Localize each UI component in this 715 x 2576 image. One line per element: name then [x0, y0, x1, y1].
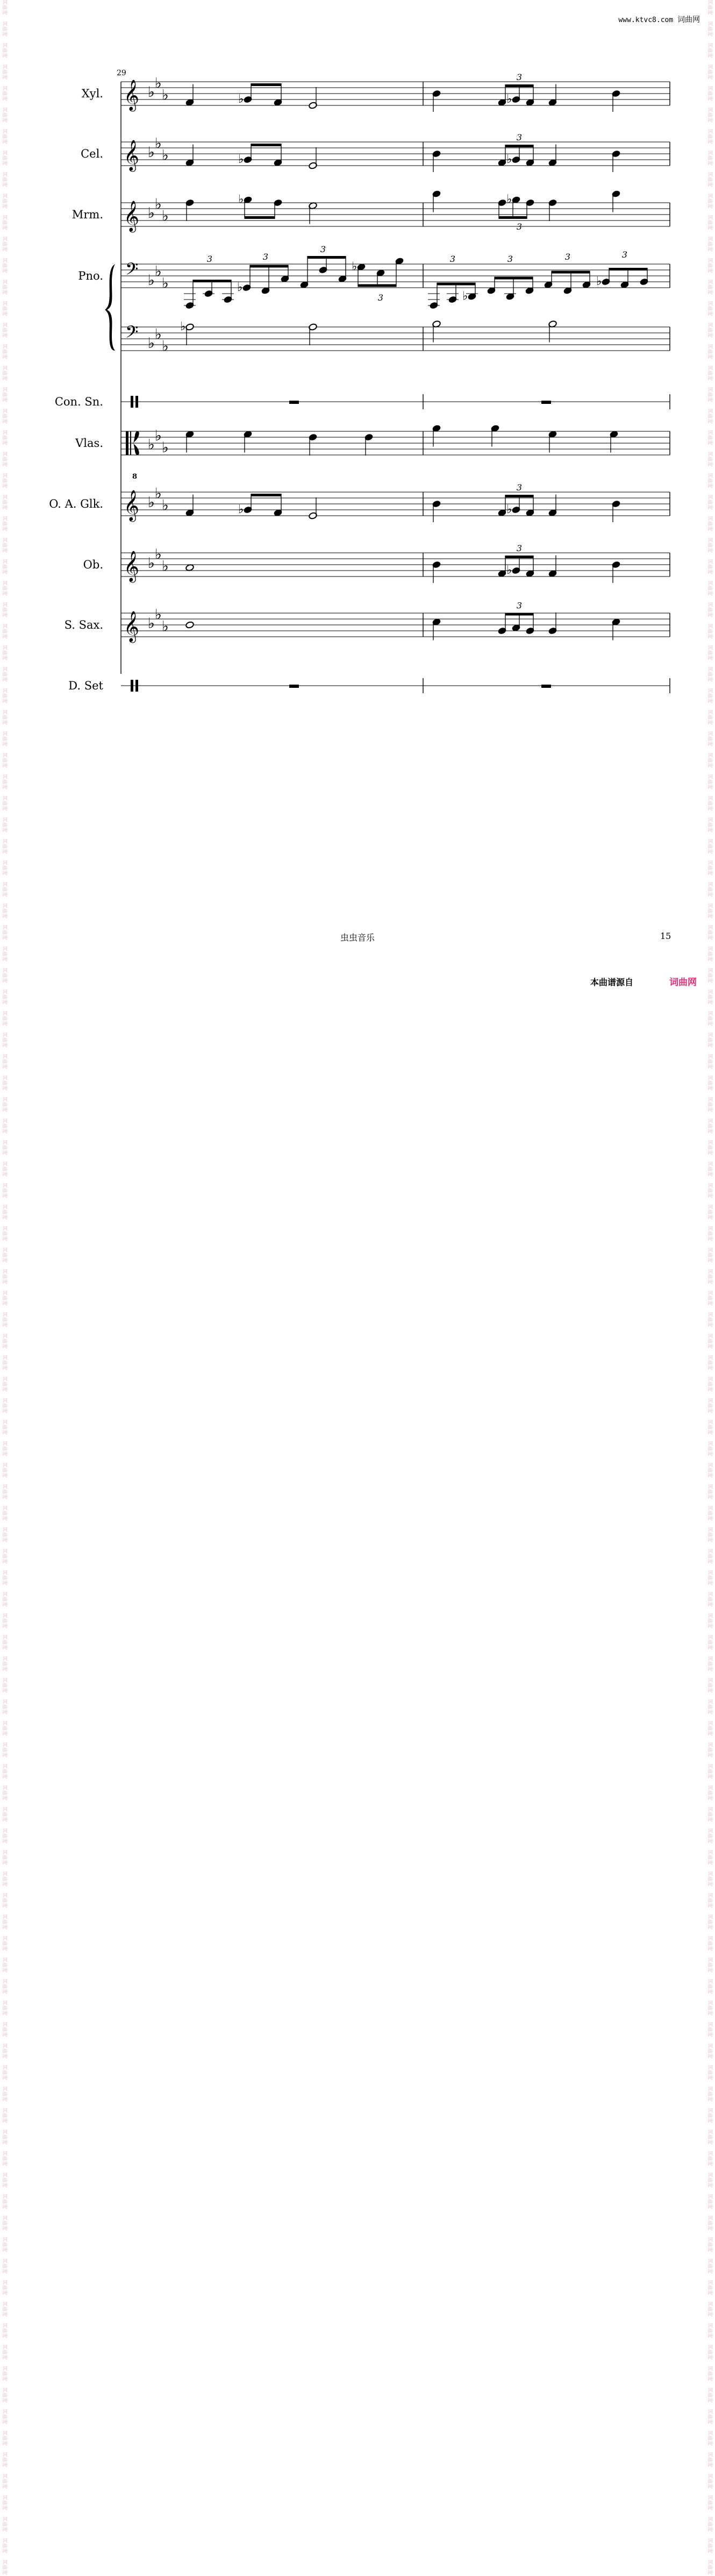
- whole-rest: [289, 401, 299, 404]
- tuplet-number: 3: [516, 222, 523, 232]
- accidental-flat-icon: ♭: [506, 503, 512, 516]
- accidental-flat-icon: ♭: [238, 153, 244, 166]
- tuplet-number: 3: [507, 254, 513, 264]
- key-flat-icon: ♭: [148, 272, 155, 289]
- instrument-name: Xyl.: [81, 87, 103, 100]
- key-flat-icon: ♭: [162, 87, 169, 104]
- staff-cel: [81, 136, 670, 172]
- beam: [251, 494, 281, 496]
- key-flat-icon: ♭: [148, 615, 155, 632]
- tuplet-number: 3: [516, 482, 523, 493]
- bass-clef-icon: 𝄢: [125, 259, 139, 283]
- alto-clef-icon: [126, 431, 128, 455]
- staff-con-sn: [55, 394, 670, 409]
- key-flat-icon: ♭: [148, 494, 155, 511]
- instrument-name: Con. Sn.: [54, 395, 103, 408]
- notes-oboe: [185, 543, 621, 583]
- percussion-clef-icon: [135, 396, 138, 408]
- key-flat-icon: ♭: [148, 205, 155, 222]
- beam: [250, 265, 288, 268]
- accidental-flat-icon: ♭: [506, 153, 512, 166]
- tuplet-number: 3: [206, 254, 213, 264]
- key-flat-icon: ♭: [155, 196, 162, 213]
- beam: [609, 268, 647, 271]
- accidental-flat-icon: ♭: [352, 260, 358, 274]
- key-flat-icon: ♭: [148, 436, 155, 453]
- accidental-flat-icon: ♭: [596, 275, 602, 288]
- brand-logo-text: 词曲网: [669, 977, 697, 988]
- key-flat-icon: ♭: [148, 555, 155, 572]
- notes-marimba: [185, 190, 621, 232]
- beam: [505, 495, 533, 497]
- accidental-flat-icon: ♭: [237, 281, 243, 294]
- staff-ob: [83, 546, 670, 583]
- tuplet-number: 3: [449, 254, 456, 264]
- key-flat-icon: ♭: [155, 263, 162, 280]
- treble-clef-icon: 𝄞: [124, 490, 139, 521]
- tuplet-number: 3: [377, 293, 384, 303]
- notes-violas: [185, 424, 619, 456]
- note-layer: [180, 72, 648, 688]
- accidental-flat-icon: ♭: [506, 564, 512, 577]
- treble-clef-icon: 𝄞: [124, 140, 139, 170]
- beam: [505, 613, 533, 616]
- accidental-flat-icon: ♭: [506, 92, 512, 106]
- key-flat-icon: ♭: [148, 144, 155, 161]
- tuplet-number: 3: [621, 250, 628, 260]
- accidental-flat-icon: ♭: [238, 92, 244, 106]
- notes-drum-set: [541, 685, 551, 688]
- beam: [251, 83, 281, 86]
- beam: [193, 280, 231, 282]
- treble-clef-icon: 𝄞: [124, 80, 139, 110]
- instrument-name: Pno.: [78, 269, 103, 282]
- instrument-name: D. Set: [68, 679, 103, 692]
- publisher-footer: 虫虫音乐: [340, 933, 375, 943]
- accidental-flat-icon: ♭: [506, 193, 512, 207]
- key-flat-icon: ♭: [155, 546, 162, 563]
- staff-layer: [49, 75, 670, 694]
- accidental-flat-icon: ♭: [180, 320, 186, 333]
- key-flat-icon: ♭: [155, 135, 162, 152]
- key-flat-icon: ♭: [162, 558, 169, 575]
- beam: [505, 556, 533, 558]
- page-number: 15: [660, 931, 671, 941]
- percussion-clef-icon: [131, 680, 133, 692]
- whole-rest: [541, 685, 551, 688]
- instrument-name: Ob.: [83, 558, 103, 571]
- accidental-flat-icon: ♭: [238, 193, 244, 207]
- key-flat-icon: ♭: [162, 497, 169, 514]
- key-flat-icon: ♭: [155, 326, 162, 343]
- alto-clef-icon: [130, 431, 131, 455]
- key-flat-icon: ♭: [155, 75, 162, 92]
- key-flat-icon: ♭: [162, 208, 169, 225]
- tuplet-number: 3: [320, 244, 326, 254]
- instrument-name: Cel.: [81, 147, 103, 160]
- staff-ssax: [65, 607, 670, 643]
- tuplet-number: 3: [262, 252, 269, 262]
- beam: [495, 277, 533, 280]
- staff-mrm: [72, 196, 670, 233]
- staff-vlas: [75, 428, 670, 456]
- staff-pno-lower: [121, 322, 670, 355]
- notes-con-sn: [541, 401, 551, 404]
- beam: [499, 216, 527, 219]
- clef-octave-mark: 8: [132, 473, 138, 481]
- notehead: [185, 564, 195, 571]
- notes-melody: [185, 132, 621, 172]
- tuplet-number: 3: [516, 543, 523, 553]
- notehead: [185, 621, 195, 629]
- tuplet-number: 3: [516, 132, 523, 143]
- staff-xyl: [82, 75, 670, 112]
- notes-piano-upper: [184, 244, 648, 309]
- beam: [308, 256, 346, 259]
- instrument-name: Mrm.: [72, 208, 103, 221]
- notes-con-sn: [289, 401, 299, 404]
- key-flat-icon: ♭: [162, 338, 169, 355]
- notes-soprano-sax: [185, 601, 621, 641]
- whole-rest: [541, 401, 551, 404]
- notes-melody: [185, 482, 621, 522]
- accidental-flat-icon: ♭: [238, 503, 244, 516]
- bass-clef-icon: 𝄢: [125, 322, 139, 346]
- source-note: 本曲谱源自: [590, 977, 634, 987]
- key-flat-icon: ♭: [155, 485, 162, 502]
- left-watermark-strip: 词曲网 词曲网 词曲网 词曲网 词曲网 词曲网 词曲网 词曲网 词曲网 词曲网 词曲网 词曲网 词曲网 词曲网 词曲网 词曲网 词曲网 词曲网 词曲网 词曲网 词曲网 词曲网 词曲网 词曲网 词曲网 词曲网 词曲网 词曲网 词曲网 词曲网 词曲网 词曲网 词曲网 词曲网 词曲网 词曲网 词曲网 词曲网 词曲网 词曲网 词曲网 词曲网 词曲网 词曲网 词曲网 词曲网 词曲网 词曲网 词曲网 词曲网 词曲网 词曲网 词曲网 词曲网 词曲网 词曲网 词曲网 词曲网 词曲网 词曲网 词曲网 词曲网 词曲网 词曲网 词曲网 词曲网 词曲网 词曲网 词曲网 词曲网 词曲网 词曲网 词曲网 词曲网 词曲网 词曲网 词曲网 词曲网 词曲网 词曲网 词曲网 词曲网 词曲网 词曲网 词曲网 词曲网 词曲网 词曲网 词曲网 词曲网 词曲网 词曲网 词曲网 词曲网 词曲网 词曲网 词曲网 词曲网 词曲网 词曲网 词曲网 词曲网 词曲网 词曲网 词曲网 词曲网 词曲网 词曲网 词曲网 词曲网 词曲网 词曲网 词曲网 词曲网 词曲网 词曲网 词曲网 词曲网 词曲网 词曲网: [2, 0, 8, 2576]
- instrument-name: S. Sax.: [64, 618, 103, 631]
- beam: [552, 271, 590, 274]
- key-flat-icon: ♭: [155, 428, 162, 444]
- notes-drum-set: [289, 685, 299, 688]
- treble-clef-icon: 𝄞: [124, 551, 139, 581]
- instrument-name: O. A. Glk.: [49, 497, 103, 510]
- whole-rest: [289, 685, 299, 688]
- key-flat-icon: ♭: [162, 275, 169, 292]
- notes-melody: [185, 72, 621, 112]
- watermark-url: www.ktvc8.com: [618, 16, 674, 24]
- tuplet-number: 3: [516, 72, 523, 82]
- accidental-flat-icon: ♭: [462, 289, 468, 303]
- staff-glk: [49, 486, 670, 522]
- instrument-name: Vlas.: [75, 437, 103, 450]
- beam: [245, 216, 275, 219]
- right-watermark-strip: 词曲网 词曲网 词曲网 词曲网 词曲网 词曲网 词曲网 词曲网 词曲网 词曲网 词曲网 词曲网 词曲网 词曲网 词曲网 词曲网 词曲网 词曲网 词曲网 词曲网 词曲网 词曲网 词曲网 词曲网 词曲网 词曲网 词曲网 词曲网 词曲网 词曲网 词曲网 词曲网 词曲网 词曲网 词曲网 词曲网 词曲网 词曲网 词曲网 词曲网 词曲网 词曲网 词曲网 词曲网 词曲网 词曲网 词曲网 词曲网 词曲网 词曲网 词曲网 词曲网 词曲网 词曲网 词曲网 词曲网 词曲网 词曲网 词曲网 词曲网 词曲网 词曲网 词曲网 词曲网 词曲网 词曲网 词曲网 词曲网 词曲网 词曲网 词曲网 词曲网 词曲网 词曲网 词曲网 词曲网 词曲网 词曲网 词曲网 词曲网 词曲网 词曲网 词曲网 词曲网 词曲网 词曲网 词曲网 词曲网 词曲网 词曲网 词曲网 词曲网 词曲网 词曲网 词曲网 词曲网 词曲网 词曲网 词曲网 词曲网 词曲网 词曲网 词曲网 词曲网 词曲网 词曲网 词曲网 词曲网 词曲网 词曲网 词曲网 词曲网 词曲网 词曲网 词曲网 词曲网 词曲网 词曲网 词曲网 词曲网: [707, 0, 713, 2576]
- key-flat-icon: ♭: [162, 147, 169, 164]
- beam: [437, 283, 475, 286]
- tuplet-number: 3: [516, 600, 523, 611]
- piano-brace: [105, 264, 115, 351]
- beam: [505, 84, 533, 87]
- watermark-site: 词曲网: [677, 16, 700, 24]
- key-flat-icon: ♭: [162, 439, 169, 456]
- treble-clef-icon: 𝄞: [124, 611, 139, 642]
- measure-number: 29: [117, 69, 126, 77]
- staff-dset: [68, 678, 670, 693]
- key-flat-icon: ♭: [148, 335, 155, 352]
- key-flat-icon: ♭: [155, 606, 162, 623]
- beam: [358, 284, 396, 287]
- percussion-clef-icon: [131, 396, 133, 408]
- treble-clef-icon: 𝄞: [124, 201, 139, 231]
- beam: [505, 145, 533, 147]
- key-flat-icon: ♭: [148, 84, 155, 101]
- percussion-clef-icon: [135, 680, 138, 692]
- key-flat-icon: ♭: [162, 618, 169, 635]
- beam: [251, 144, 281, 146]
- tuplet-number: 3: [564, 252, 571, 262]
